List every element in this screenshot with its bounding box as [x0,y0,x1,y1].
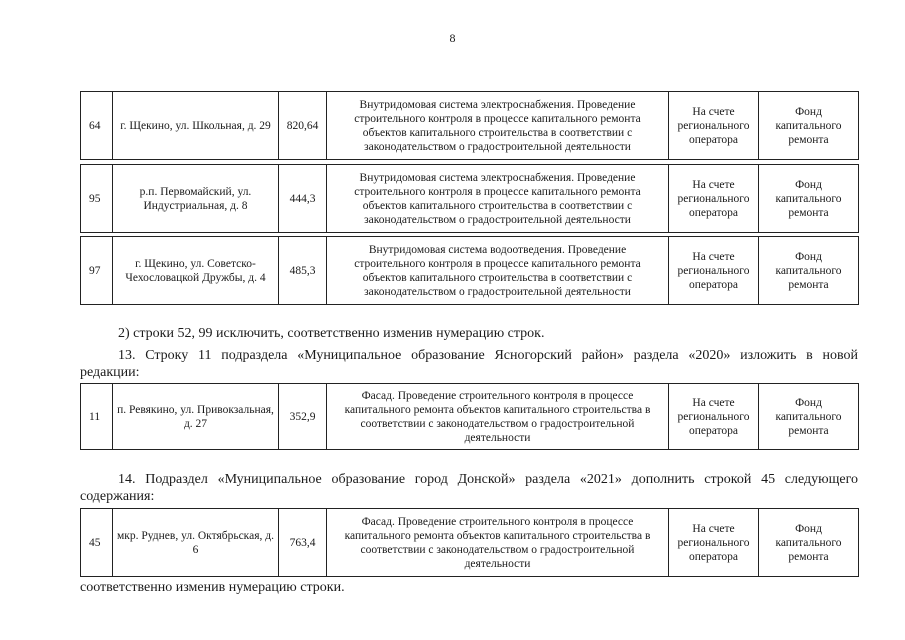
paragraph-exclude-rows: 2) строки 52, 99 исключить, соответственно изменив нумерацию строк. [118,326,545,341]
address-cell: п. Ревякино, ул. Привокзальная, д. 27 [113,384,279,450]
table-row-64 [80,91,859,160]
fund-cell: Фонд капитального ремонта [759,165,859,233]
area-cell: 485,3 [279,237,327,305]
row-number-cell: 97 [81,237,113,305]
address-cell: мкр. Руднев, ул. Октябрьская, д. 6 [113,509,279,577]
table-row-95 [80,164,859,233]
account-cell: На счете регионального оператора [669,165,759,233]
page-number: 8 [449,31,456,45]
address-cell: г. Щекино, ул. Школьная, д. 29 [113,92,279,160]
account-cell: На счете регионального оператора [669,384,759,450]
area-cell: 352,9 [279,384,327,450]
work-type-cell: Внутридомовая система водоотведения. Проведение строительного контроля в процессе капитального ремонта объектов капитального строительства в соответствии с законодательством о градостроительной деятельности [327,237,669,305]
paragraph-item-14-line1: 14. Подраздел «Муниципальное образование город Донской» раздела «2021» дополнить строкой 45 следующего [118,472,858,487]
paragraph-closing: соответственно изменив нумерацию строки. [80,580,345,595]
row-number-cell: 11 [81,384,113,450]
paragraph-item-13-line2: редакции: [80,365,140,380]
paragraph-item-13-line1: 13. Строку 11 подраздела «Муниципальное образование Ясногорский район» раздела «2020» изложить в новой [118,348,858,363]
fund-cell: Фонд капитального ремонта [759,237,859,305]
account-cell: На счете регионального оператора [669,237,759,305]
row-number-cell: 95 [81,165,113,233]
table-row-97 [80,236,859,305]
area-cell: 444,3 [279,165,327,233]
table-row-11 [80,383,859,450]
address-cell: р.п. Первомайский, ул. Индустриальная, д. 8 [113,165,279,233]
row-number-cell: 45 [81,509,113,577]
work-type-cell: Внутридомовая система электроснабжения. Проведение строительного контроля в процессе капитального ремонта объектов капитального строительства в соответствии с законодательством о градостроительной деятельности [327,92,669,160]
row-number-cell: 64 [81,92,113,160]
table-row [81,237,859,305]
account-cell: На счете регионального оператора [669,92,759,160]
area-cell: 763,4 [279,509,327,577]
area-cell: 820,64 [279,92,327,160]
table-row [81,165,859,233]
work-type-cell: Внутридомовая система электроснабжения. Проведение строительного контроля в процессе капитального ремонта объектов капитального строительства в соответствии с законодательством о градостроительной деятельности [327,165,669,233]
fund-cell: Фонд капитального ремонта [759,384,859,450]
paragraph-item-14-line2: содержания: [80,489,155,504]
account-cell: На счете регионального оператора [669,509,759,577]
fund-cell: Фонд капитального ремонта [759,92,859,160]
table-row [81,92,859,160]
fund-cell: Фонд капитального ремонта [759,509,859,577]
work-type-cell: Фасад. Проведение строительного контроля в процессе капитального ремонта объектов капитального строительства в соответствии с законодательством о градостроительной деятельности [327,509,669,577]
work-type-cell: Фасад. Проведение строительного контроля в процессе капитального ремонта объектов капитального строительства в соответствии с законодательством о градостроительной деятельности [327,384,669,450]
table-row [81,509,859,577]
table-row [81,384,859,450]
table-row-45 [80,508,859,577]
address-cell: г. Щекино, ул. Советско-Чехословацкой Дружбы, д. 4 [113,237,279,305]
